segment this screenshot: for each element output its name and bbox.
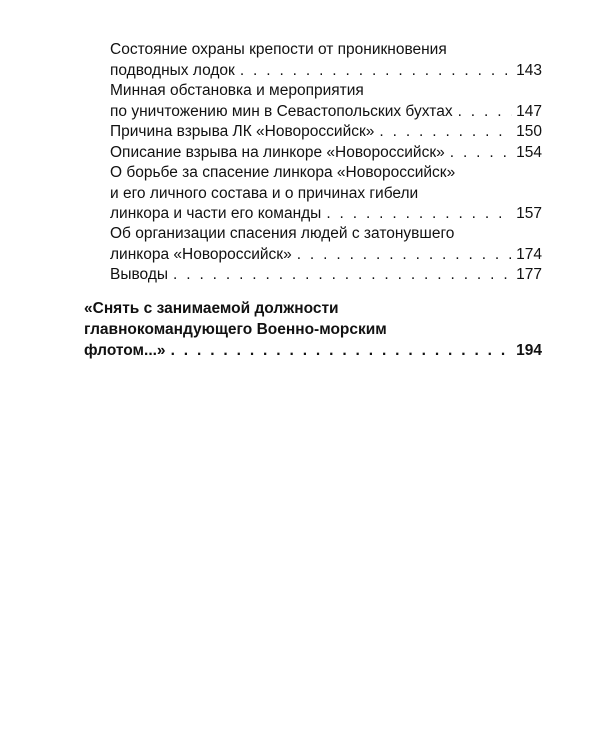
dot-leader <box>326 204 512 225</box>
dot-leader <box>171 340 513 361</box>
toc-chapter-text: главнокомандующего Военно-морским <box>84 321 387 338</box>
toc-entry-text: подводных лодок <box>110 61 235 79</box>
toc-entry-text: О борьбе за спасение линкора «Новороссийск» <box>110 164 456 181</box>
toc-chapter-removal-from-office[interactable] <box>84 298 542 361</box>
toc-entry-text: линкора «Новороссийск» <box>110 245 292 263</box>
toc-entry-rescue-organization[interactable] <box>110 224 542 265</box>
page-number: 157 <box>516 205 542 222</box>
dot-leader <box>458 102 513 123</box>
toc-entry-mine-situation[interactable] <box>110 81 542 122</box>
dot-leader <box>240 61 512 82</box>
toc-entry-text: линкора и части его команды <box>110 205 322 222</box>
toc-entry-text: и его личного состава и о причинах гибели <box>110 184 419 202</box>
toc-entry-text: Минная обстановка и мероприятия <box>110 82 364 99</box>
toc-entry-rescue-struggle[interactable] <box>110 163 542 225</box>
page-number: 150 <box>516 123 542 140</box>
toc-entry-explosion-description[interactable] <box>110 143 542 164</box>
dot-leader <box>379 122 512 143</box>
toc-entry-text: Состояние охраны крепости от проникновения <box>110 41 447 58</box>
toc-entry-text: по уничтожению мин в Севастопольских бухтах <box>110 102 453 120</box>
toc-entry-text: Об организации спасения людей с затонувшего <box>110 225 455 242</box>
dot-leader <box>450 143 512 164</box>
page-number: 154 <box>516 144 542 161</box>
toc-chapter-text: флотом...» <box>84 342 166 359</box>
toc-entry-text: Выводы <box>110 266 169 283</box>
toc-entry-text: Причина взрыва ЛК «Новороссийск» <box>110 123 375 140</box>
toc-entry-explosion-cause[interactable] <box>110 122 542 143</box>
page-number: 194 <box>516 342 542 359</box>
page-number: 177 <box>516 266 542 283</box>
page-number: 174 <box>516 245 542 263</box>
dot-leader <box>173 265 512 286</box>
page-number: 147 <box>516 102 542 120</box>
toc-entry-conclusions[interactable] <box>110 265 542 286</box>
toc-entry-submarine-defense[interactable] <box>110 40 542 81</box>
page-number: 143 <box>516 61 542 79</box>
toc-chapter-text: «Снять с занимаемой должности <box>84 300 339 317</box>
toc-entry-text: Описание взрыва на линкоре «Новороссийск» <box>110 144 445 161</box>
dot-leader <box>297 245 512 266</box>
